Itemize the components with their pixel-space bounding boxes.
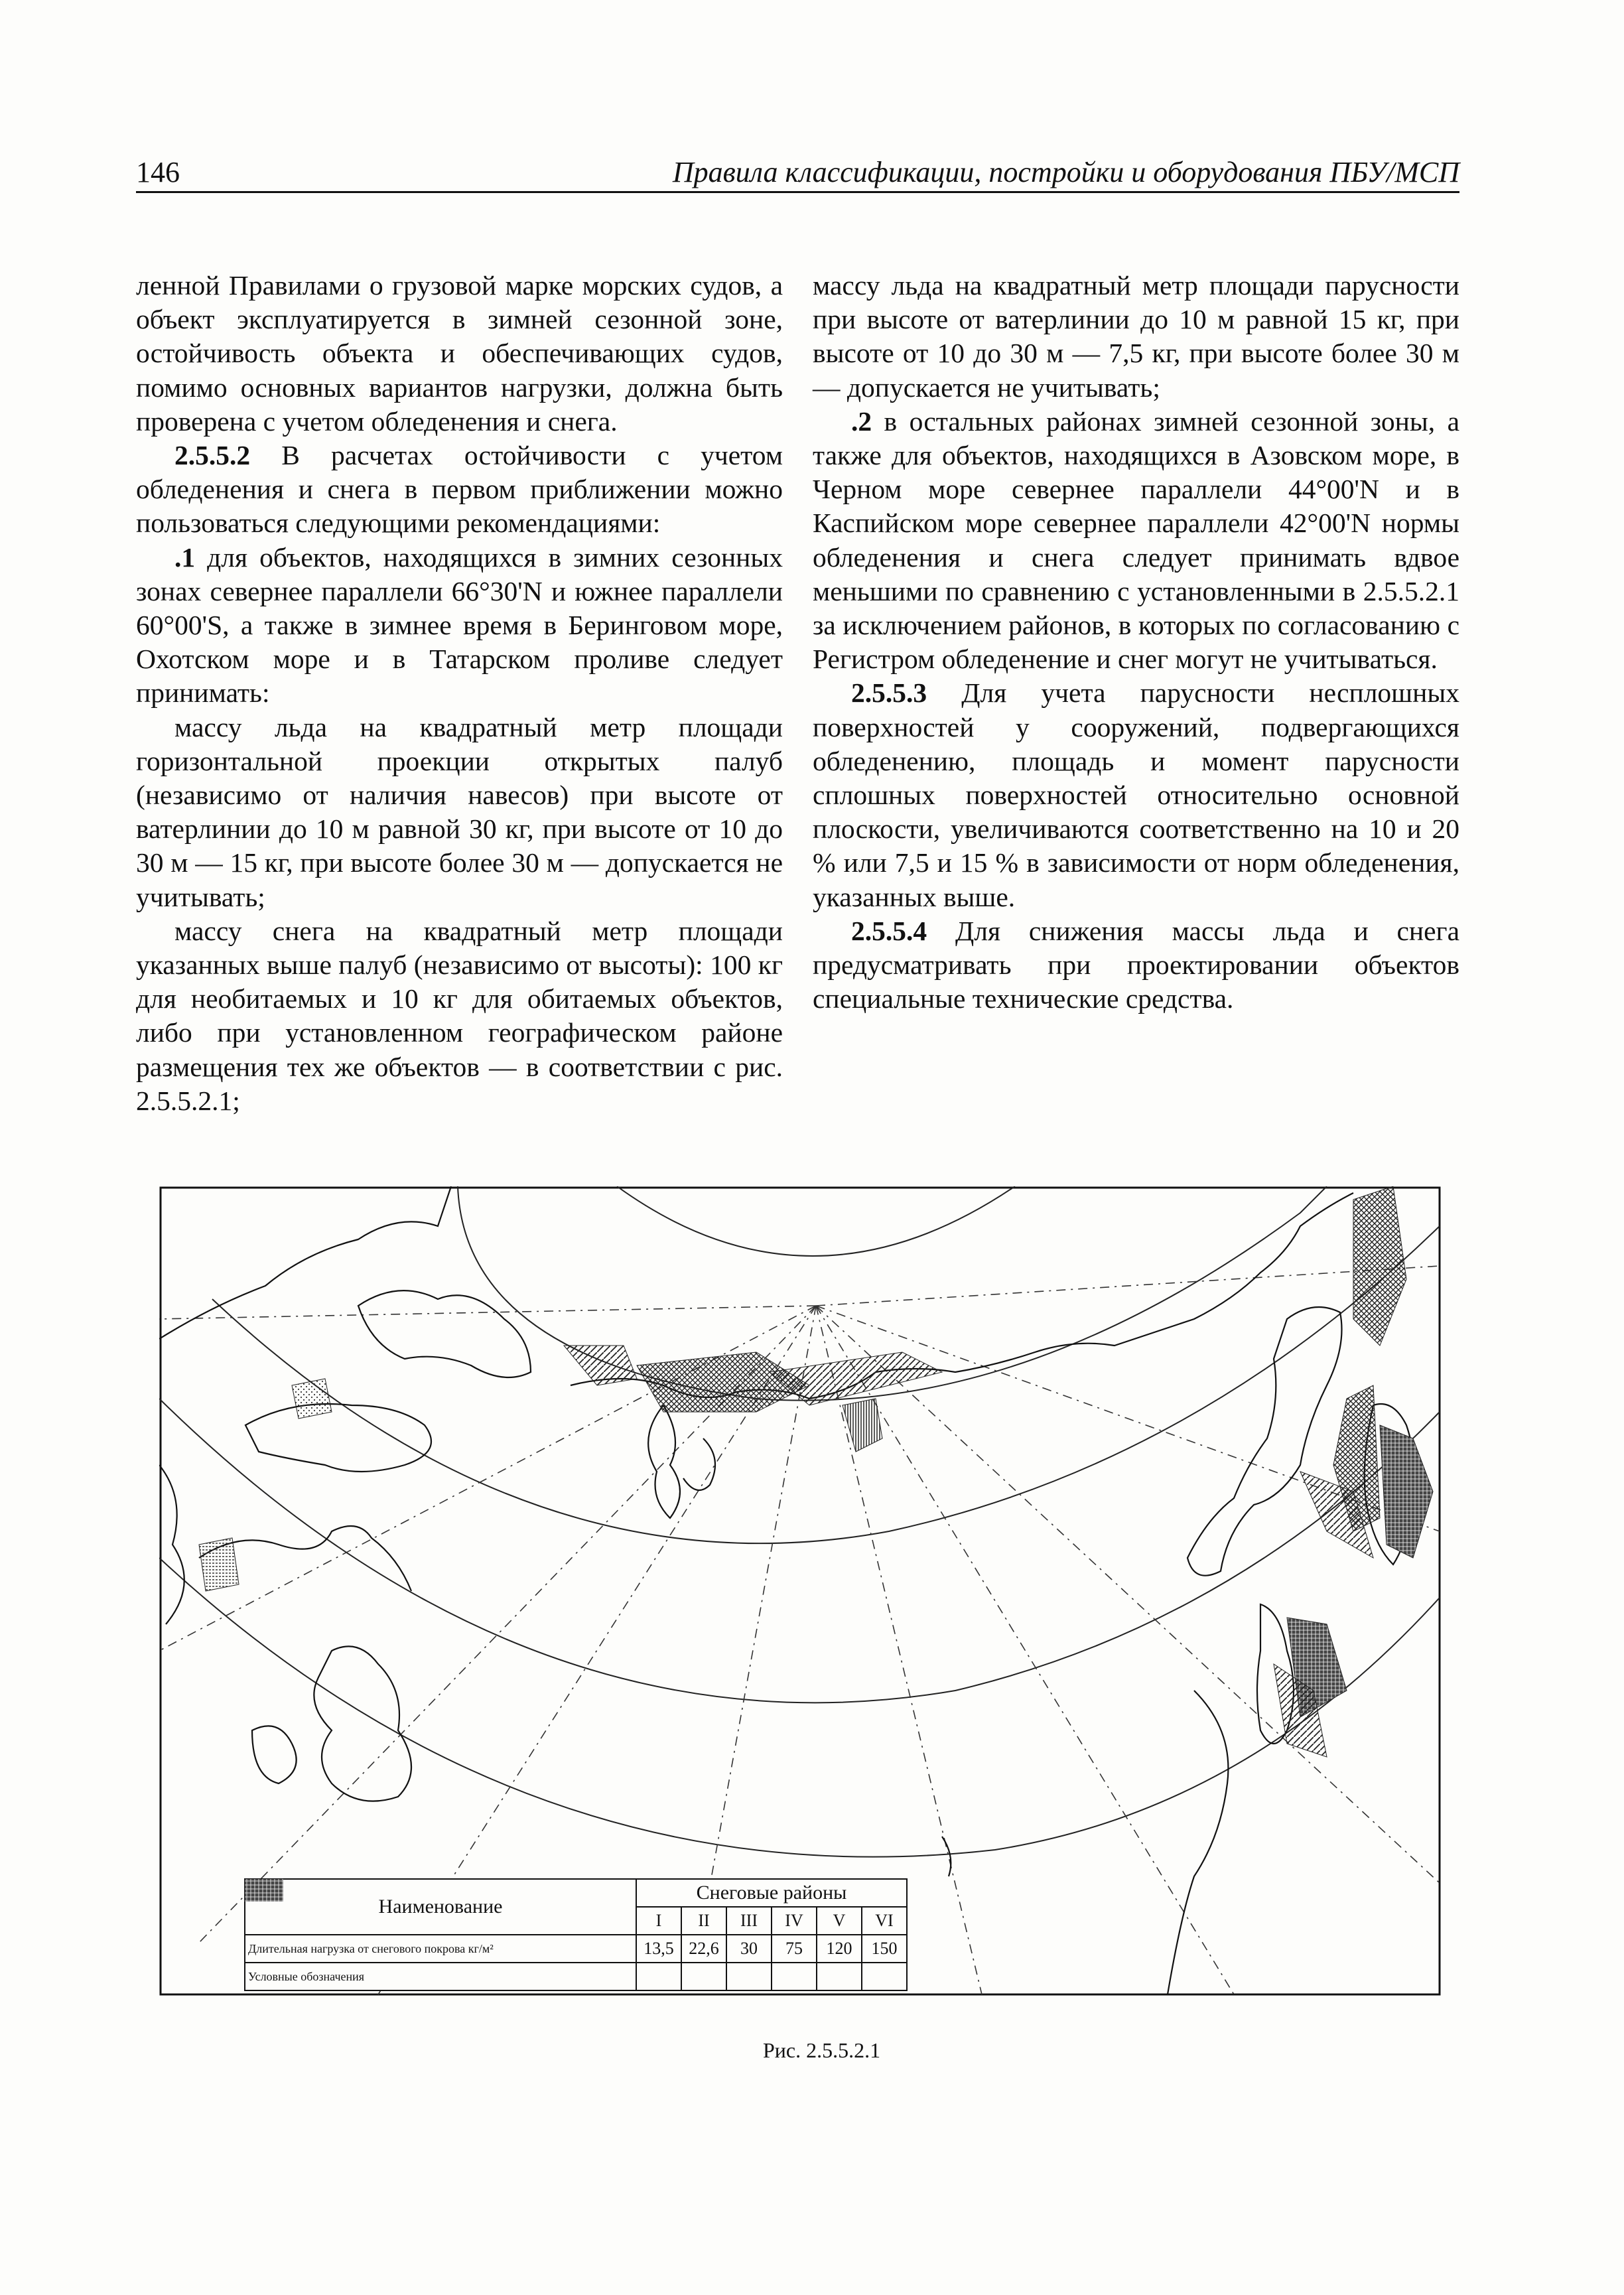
clause-number: .1	[174, 541, 196, 573]
figure-caption: Рис. 2.5.5.2.1	[763, 2038, 881, 2062]
paragraph: 2.5.5.2 В расчетах остойчивости с учетом обледенения и снега в первом приближении можно пользоваться следующими рекомендациями:	[136, 440, 783, 539]
page-number: 146	[136, 156, 180, 188]
legend-swatch	[681, 1963, 726, 1990]
region-label: I	[636, 1907, 681, 1935]
paragraph: ленной Правилами о грузовой марке морских судов, а объект эксплуатируется в зимней сезонной зоне, остойчивость объекта и обеспечивающих судов, помимо основных вариантов нагрузки, должна быть проверена с учетом обледенения и снега.	[136, 270, 783, 437]
paragraph: массу льда на квадратный метр площади парусности при высоте от ватерлинии до 10 м равной 15 кг, при высоте от 10 до 30 м — 7,5 кг, при высоте более 30 м — допускается не учитывать;	[813, 270, 1459, 403]
load-value: 22,6	[681, 1935, 726, 1963]
load-value: 75	[772, 1935, 817, 1963]
legend-name-header: Наименование	[245, 1879, 636, 1935]
parallels	[159, 1186, 1440, 1857]
region-label: III	[726, 1907, 772, 1935]
load-row-label: Длительная нагрузка от снегового покрова кг/м²	[245, 1935, 636, 1963]
paragraph: .1 для объектов, находящихся в зимних сезонных зонах севернее параллели 66°30'N и южнее параллели 60°00'S, а также в зимнее время в Беринговом море, Охотском море и в Татарском проливе следует принимать:	[136, 541, 783, 709]
coastlines	[159, 1186, 1415, 1994]
load-value: 120	[817, 1935, 862, 1963]
paragraph: массу снега на квадратный метр площади указанных выше палуб (независимо от высоты): 100 кг для необитаемых и 10 кг для обитаемых объектов, либо при установленном географическом районе размещения тех же объектов — в соответствии с рис. 2.5.5.2.1;	[136, 915, 783, 1116]
legend-swatch	[862, 1963, 907, 1990]
clause-number: .2	[851, 405, 872, 437]
region-label: IV	[772, 1907, 817, 1935]
legend-swatch	[817, 1963, 862, 1990]
clause-number: 2.5.5.4	[851, 915, 927, 946]
running-title: Правила классификации, постройки и оборудования ПБУ/МСП	[672, 156, 1459, 188]
symbols-row-label: Условные обозначения	[245, 1963, 636, 1990]
snow-regions-map	[159, 1186, 1441, 1996]
load-value: 13,5	[636, 1935, 681, 1963]
region-label: VI	[862, 1907, 907, 1935]
legend-swatch	[772, 1963, 817, 1990]
left-column	[136, 269, 783, 1118]
clause-number: 2.5.5.3	[851, 677, 927, 709]
paragraph: 2.5.5.3 Для учета парусности несплошных поверхностей у сооружений, подвергающихся обледенению, площадь и момент парусности сплошных поверхностей относительно основной плоскости, увеличиваются соответственно на 10 и 20 % или 7,5 и 15 % в зависимости от норм обледенения, указанных выше.	[813, 677, 1459, 912]
snow-regions-legend	[244, 1878, 908, 1991]
map-frame	[161, 1188, 1440, 1994]
load-value: 30	[726, 1935, 772, 1963]
legend-group-header: Снеговые районы	[636, 1879, 907, 1907]
load-value: 150	[862, 1935, 907, 1963]
paragraph: .2 в остальных районах зимней сезонной зоны, а также для объектов, находящихся в Азовском море, в Черном море севернее параллели 44°00'N и в Каспийском море севернее параллели 42°00'N нормы обледенения и снега следует принимать вдвое меньшими по сравнению с установленными в 2.5.5.2.1 за исключением районов, в которых по согласованию с Регистром обледенение и снег могут не учитываться.	[813, 405, 1459, 675]
page-header	[136, 151, 1459, 193]
region-label: V	[817, 1907, 862, 1935]
legend-swatch	[636, 1963, 681, 1990]
clause-number: 2.5.5.2	[174, 440, 251, 471]
right-column	[813, 269, 1459, 1016]
snow-regions-map-figure	[159, 1186, 1441, 1996]
paragraph: массу льда на квадратный метр площади горизонтальной проекции открытых палуб (независимо от наличия навесов) при высоте от ватерлинии до 10 м равной 30 кг, при высоте от 10 до 30 м — 15 кг, при высоте более 30 м — допускается не учитывать;	[136, 711, 783, 912]
region-label: II	[681, 1907, 726, 1935]
paragraph: 2.5.5.4 Для снижения массы льда и снега предусматривать при проектировании объектов специальные технические средства.	[813, 915, 1459, 1014]
legend-swatch	[726, 1963, 772, 1990]
